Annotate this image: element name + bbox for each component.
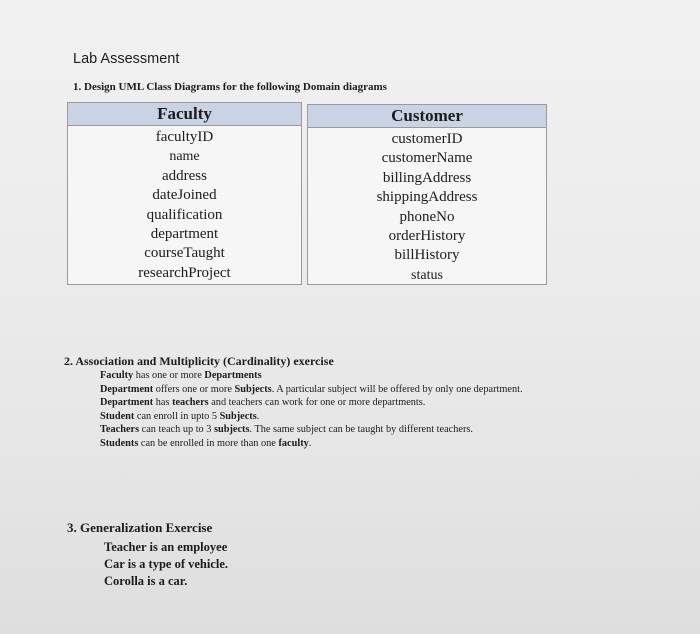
entity-term: teachers bbox=[172, 397, 209, 409]
faculty-attribute: qualification bbox=[146, 206, 223, 223]
association-line bbox=[100, 396, 580, 410]
question-2-body bbox=[100, 369, 580, 451]
customer-attribute: status bbox=[411, 267, 443, 283]
entity-term: Department bbox=[100, 383, 154, 395]
line-text: . The same subject can be taught by different teachers. bbox=[249, 424, 473, 436]
entity-term: Subjects bbox=[234, 383, 272, 395]
customer-attribute: billingAddress bbox=[382, 169, 472, 186]
customer-attribute: customerID bbox=[391, 131, 463, 147]
customer-attribute: billHistory bbox=[394, 247, 460, 264]
question-3-heading: 3. Generalization Exercise bbox=[67, 520, 213, 535]
customer-attribute: orderHistory bbox=[388, 228, 466, 245]
line-text: can teach up to 3 bbox=[139, 424, 215, 436]
generalization-line: Corolla is a car. bbox=[104, 574, 188, 588]
line-text: has bbox=[153, 397, 173, 409]
customer-attributes bbox=[308, 128, 546, 285]
entity-term: Students bbox=[100, 437, 139, 449]
line-text: offers one or more bbox=[153, 383, 235, 395]
association-line bbox=[100, 423, 580, 437]
line-text: . bbox=[308, 437, 312, 449]
entity-term: Department bbox=[100, 397, 154, 409]
customer-class-name: Customer bbox=[308, 105, 546, 128]
association-line bbox=[100, 410, 580, 424]
faculty-attribute: researchProject bbox=[138, 264, 231, 281]
association-line bbox=[100, 369, 580, 383]
question-3-body bbox=[104, 539, 228, 590]
entity-term: Teachers bbox=[100, 424, 140, 436]
generalization-line: Car is a type of vehicle. bbox=[104, 557, 229, 571]
faculty-class-name: Faculty bbox=[68, 103, 301, 126]
entity-term: Subjects bbox=[219, 410, 257, 422]
faculty-class-box bbox=[67, 102, 302, 285]
entity-term: faculty bbox=[278, 437, 309, 449]
line-text: . A particular subject will be offered by only one department. bbox=[271, 383, 523, 395]
entity-term: subjects bbox=[214, 424, 250, 436]
faculty-attribute: dateJoined bbox=[152, 187, 217, 204]
faculty-attributes bbox=[68, 126, 301, 283]
customer-class-box bbox=[307, 104, 547, 285]
association-line bbox=[100, 383, 580, 397]
faculty-attribute: name bbox=[169, 149, 200, 165]
faculty-attribute: department bbox=[150, 226, 219, 243]
line-text: and teachers can work for one or more departments. bbox=[208, 397, 426, 409]
line-text: . bbox=[256, 410, 260, 422]
entity-term: Faculty bbox=[100, 370, 134, 381]
faculty-attribute: facultyID bbox=[155, 129, 214, 145]
question-1-heading: 1. Design UML Class Diagrams for the following Domain diagrams bbox=[73, 81, 387, 93]
customer-attribute: customerName bbox=[381, 150, 473, 167]
line-text: can enroll in upto 5 bbox=[134, 410, 220, 422]
association-line bbox=[100, 437, 580, 451]
customer-attribute: shippingAddress bbox=[376, 189, 478, 206]
customer-attribute: phoneNo bbox=[399, 208, 455, 225]
line-text: has one or more bbox=[133, 370, 205, 381]
entity-term: Departments bbox=[204, 370, 262, 381]
entity-term: Student bbox=[100, 410, 135, 422]
question-2-heading: 2. Association and Multiplicity (Cardinality) exercise bbox=[64, 354, 334, 368]
line-text: can be enrolled in more than one bbox=[138, 437, 279, 449]
generalization-line: Teacher is an employee bbox=[104, 540, 228, 554]
page-title: Lab Assessment bbox=[73, 51, 180, 67]
faculty-attribute: courseTaught bbox=[144, 245, 225, 262]
faculty-attribute: address bbox=[162, 167, 207, 184]
